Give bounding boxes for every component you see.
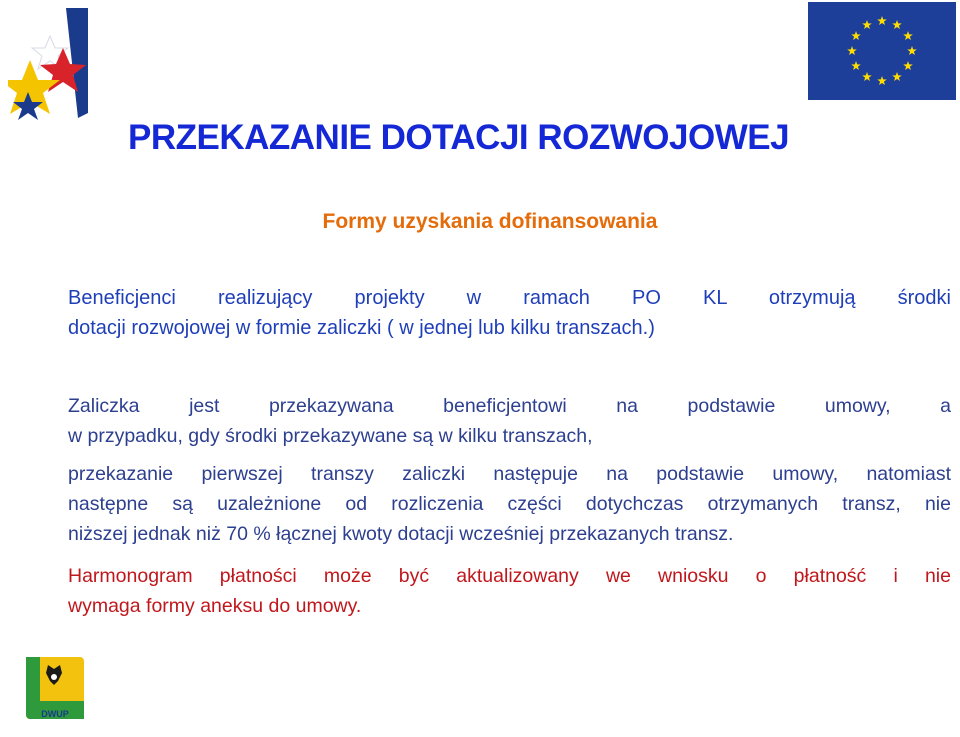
dwup-label: DWUP — [41, 709, 69, 719]
eu-flag-logo — [808, 2, 956, 100]
paragraph-harmonogram — [68, 561, 951, 621]
paragraph-line: niższej jednak niż 70 % łącznej kwoty dotacji wcześniej przekazanych transz. — [68, 523, 734, 545]
kapital-ludzki-logo — [8, 8, 88, 128]
page-title: PRZEKAZANIE DOTACJI ROZWOJOWEJ — [128, 118, 790, 157]
paragraph-line: następne są uzależnione od rozliczenia części dotychczas otrzymanych transz, nie — [68, 493, 951, 515]
subtitle: Formy uzyskania dofinansowania — [322, 210, 658, 233]
paragraph-line: dotacji rozwojowej w formie zaliczki ( w jednej lub kilku transzach.) — [68, 317, 655, 339]
paragraph-line: Beneficjenci realizujący projekty w ramach PO KL otrzymują środki — [68, 287, 951, 309]
dwup-logo — [20, 655, 90, 723]
paragraph-przekazanie — [68, 459, 951, 549]
paragraph-line: Harmonogram płatności może być aktualizowany we wniosku o płatność i nie — [68, 565, 951, 587]
paragraph-line: przekazanie pierwszej transzy zaliczki następuje na podstawie umowy, natomiast — [68, 463, 951, 485]
paragraph-line: w przypadku, gdy środki przekazywane są w kilku transzach, — [68, 425, 593, 447]
paragraph-beneficjenci — [68, 283, 951, 343]
paragraph-zaliczka — [68, 391, 951, 451]
paragraph-line: Zaliczka jest przekazywana beneficjentowi na podstawie umowy, a — [68, 395, 951, 417]
paragraph-line: wymaga formy aneksu do umowy. — [68, 595, 362, 617]
